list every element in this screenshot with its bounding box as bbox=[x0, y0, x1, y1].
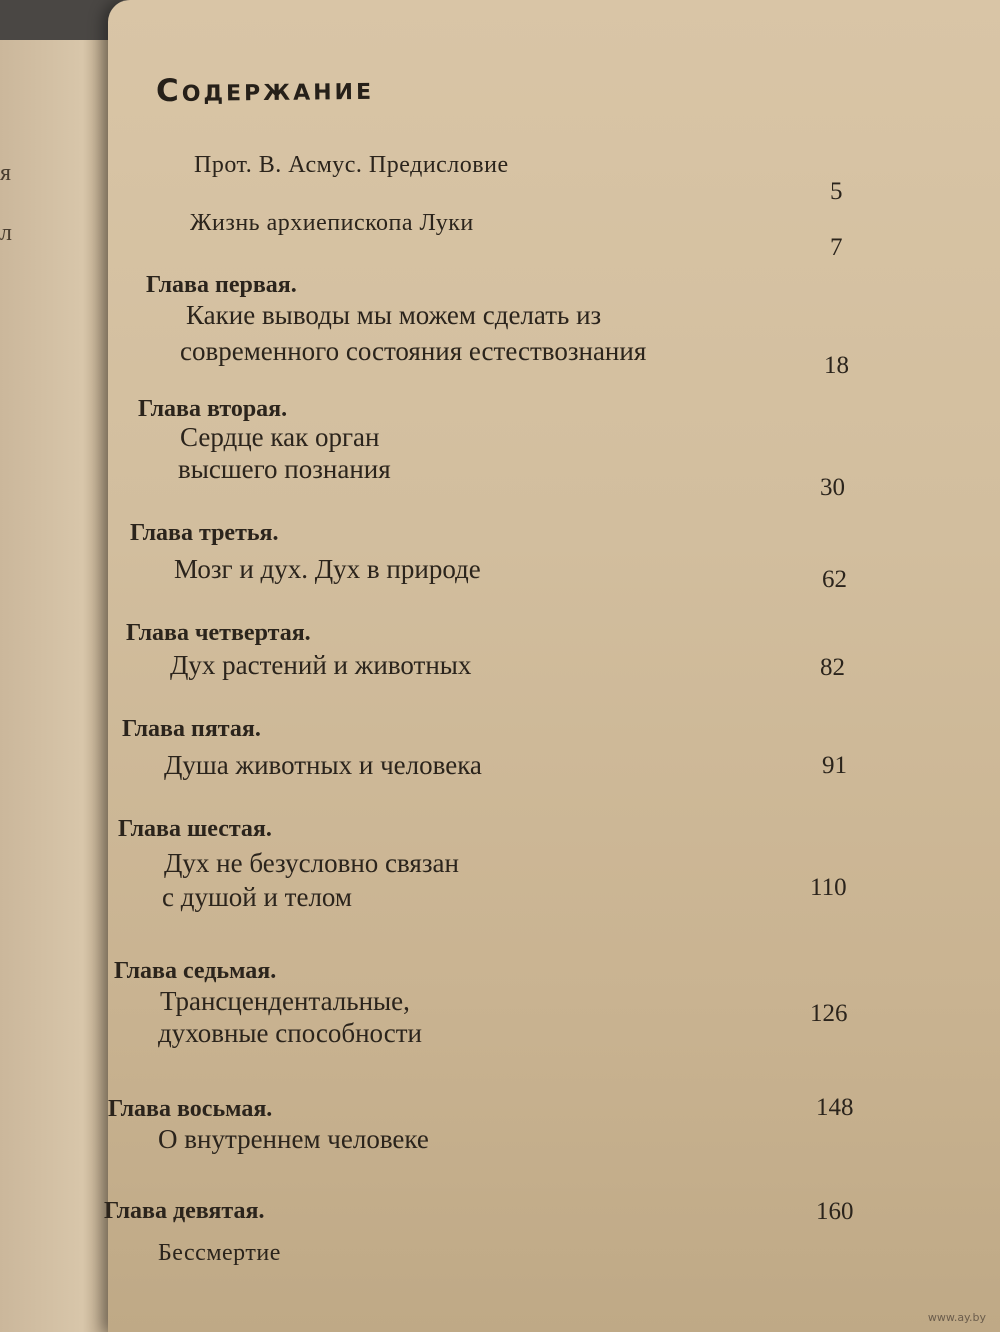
toc-page-number: 82 bbox=[820, 654, 845, 681]
toc-entry-line: Жизнь архиепископа Луки bbox=[190, 210, 474, 236]
toc-entry-line: Сердце как орган bbox=[180, 422, 380, 452]
toc-entry-line: Дух не безусловно связан bbox=[164, 848, 459, 878]
toc-entry-line: О внутреннем человеке bbox=[158, 1124, 429, 1154]
toc-page-number: 148 bbox=[816, 1094, 854, 1121]
toc-page-number: 160 bbox=[816, 1198, 854, 1225]
toc-chapter-title: Глава пятая. bbox=[122, 716, 261, 742]
toc-chapter-title: Глава седьмая. bbox=[114, 958, 277, 984]
toc-chapter-title: Глава вторая. bbox=[138, 396, 288, 422]
table-of-contents bbox=[104, 0, 1000, 1332]
watermark: www.ay.by bbox=[927, 1311, 986, 1324]
toc-chapter-title: Глава восьмая. bbox=[108, 1096, 273, 1122]
toc-page-number: 18 bbox=[824, 352, 849, 379]
toc-chapter-title: Глава четвертая. bbox=[126, 620, 311, 646]
toc-entry-line: Мозг и дух. Дух в природе bbox=[174, 554, 481, 584]
facing-page-text-fragment: я bbox=[0, 160, 12, 186]
toc-entry-line: Бессмертие bbox=[158, 1240, 281, 1266]
toc-page-number: 126 bbox=[810, 1000, 848, 1027]
toc-page-number: 7 bbox=[830, 234, 843, 261]
toc-entry-line: Прот. В. Асмус. Предисловие bbox=[194, 152, 509, 178]
toc-entry-line: современного состояния естествознания bbox=[180, 336, 647, 366]
contents-page bbox=[104, 0, 1000, 1332]
facing-page bbox=[0, 40, 118, 1332]
toc-entry-line: высшего познания bbox=[178, 454, 391, 484]
toc-chapter-title: Глава третья. bbox=[130, 520, 279, 546]
toc-entry-line: Трансцендентальные, bbox=[160, 986, 410, 1016]
toc-page-number: 5 bbox=[830, 178, 843, 205]
toc-chapter-title: Глава шестая. bbox=[118, 816, 272, 842]
facing-page-text-fragment: л bbox=[0, 220, 12, 246]
toc-page-number: 110 bbox=[810, 874, 847, 901]
toc-page-number: 91 bbox=[822, 752, 847, 779]
toc-page-number: 30 bbox=[820, 474, 845, 501]
toc-chapter-title: Глава первая. bbox=[146, 272, 297, 298]
toc-entry-line: духовные способности bbox=[158, 1018, 422, 1048]
toc-entry-line: Какие выводы мы можем сделать из bbox=[186, 300, 602, 330]
toc-page-number: 62 bbox=[822, 566, 847, 593]
toc-entry-line: Дух растений и животных bbox=[170, 650, 472, 680]
toc-entry-line: с душой и телом bbox=[162, 882, 352, 912]
contents-heading: Содержание bbox=[155, 70, 375, 110]
toc-entry-line: Душа животных и человека bbox=[164, 750, 482, 780]
toc-chapter-title: Глава девятая. bbox=[104, 1198, 265, 1224]
